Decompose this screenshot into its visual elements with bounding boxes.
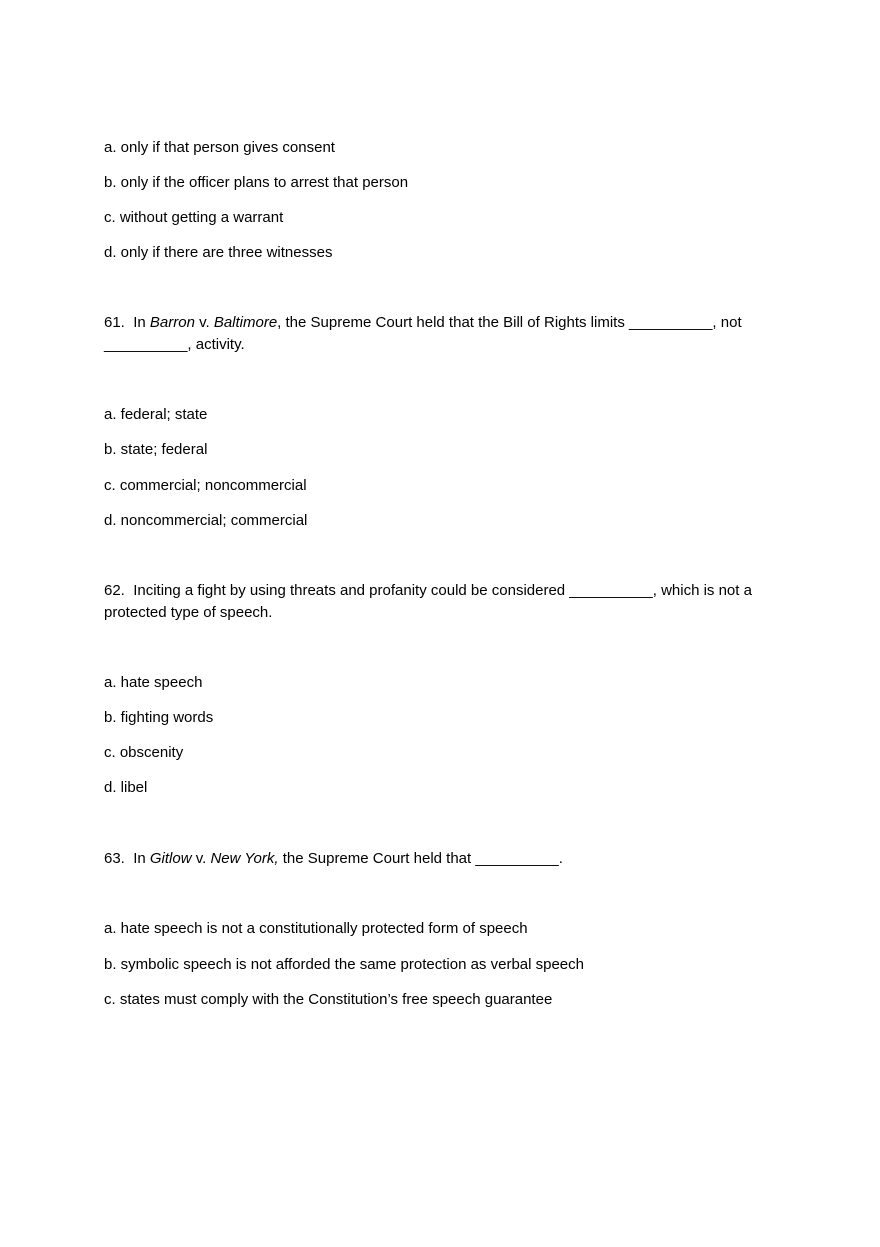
option-61-c: c. commercial; noncommercial (104, 477, 307, 494)
option-carryover-c: c. without getting a warrant (104, 209, 284, 226)
option-61-b: b. state; federal (104, 441, 208, 458)
question-62-text: Inciting a fight by using threats and profanity could be considered __________, which is not a protected type of speech. (104, 582, 752, 621)
option-61-a: a. federal; state (104, 406, 208, 423)
question-63-pre: In (133, 850, 150, 867)
option-63-c: c. states must comply with the Constitution’s free speech guarantee (104, 991, 553, 1008)
option-63-b: b. symbolic speech is not afforded the same protection as verbal speech (104, 956, 584, 973)
question-63-number: 63. (104, 850, 125, 867)
question-63-text: the Supreme Court held that __________. (278, 850, 563, 867)
option-carryover-b: b. only if the officer plans to arrest that person (104, 174, 409, 191)
question-63 (104, 848, 764, 870)
question-62-number: 62. (104, 582, 125, 599)
question-61-versus: v. (194, 314, 214, 331)
question-61 (104, 312, 764, 356)
question-62 (104, 580, 764, 624)
option-63-a: a. hate speech is not a constitutionally protected form of speech (104, 920, 528, 937)
question-61-number: 61. (104, 314, 125, 331)
option-62-b: b. fighting words (104, 709, 214, 726)
case-name-new-york: New York, (210, 850, 279, 867)
option-62-c: c. obscenity (104, 744, 184, 761)
case-name-gitlow: Gitlow (149, 850, 192, 867)
option-61-d: d. noncommercial; commercial (104, 512, 308, 529)
case-name-barron: Barron (149, 314, 195, 331)
question-61-text: , the Supreme Court held that the Bill of Rights limits __________, not __________, activity. (104, 314, 742, 353)
option-62-d: d. libel (104, 779, 148, 796)
question-63-versus: v. (191, 850, 211, 867)
case-name-baltimore: Baltimore (213, 314, 278, 331)
option-carryover-d: d. only if there are three witnesses (104, 244, 333, 261)
question-61-pre: In (133, 314, 150, 331)
option-carryover-a: a. only if that person gives consent (104, 139, 335, 156)
option-62-a: a. hate speech (104, 674, 203, 691)
